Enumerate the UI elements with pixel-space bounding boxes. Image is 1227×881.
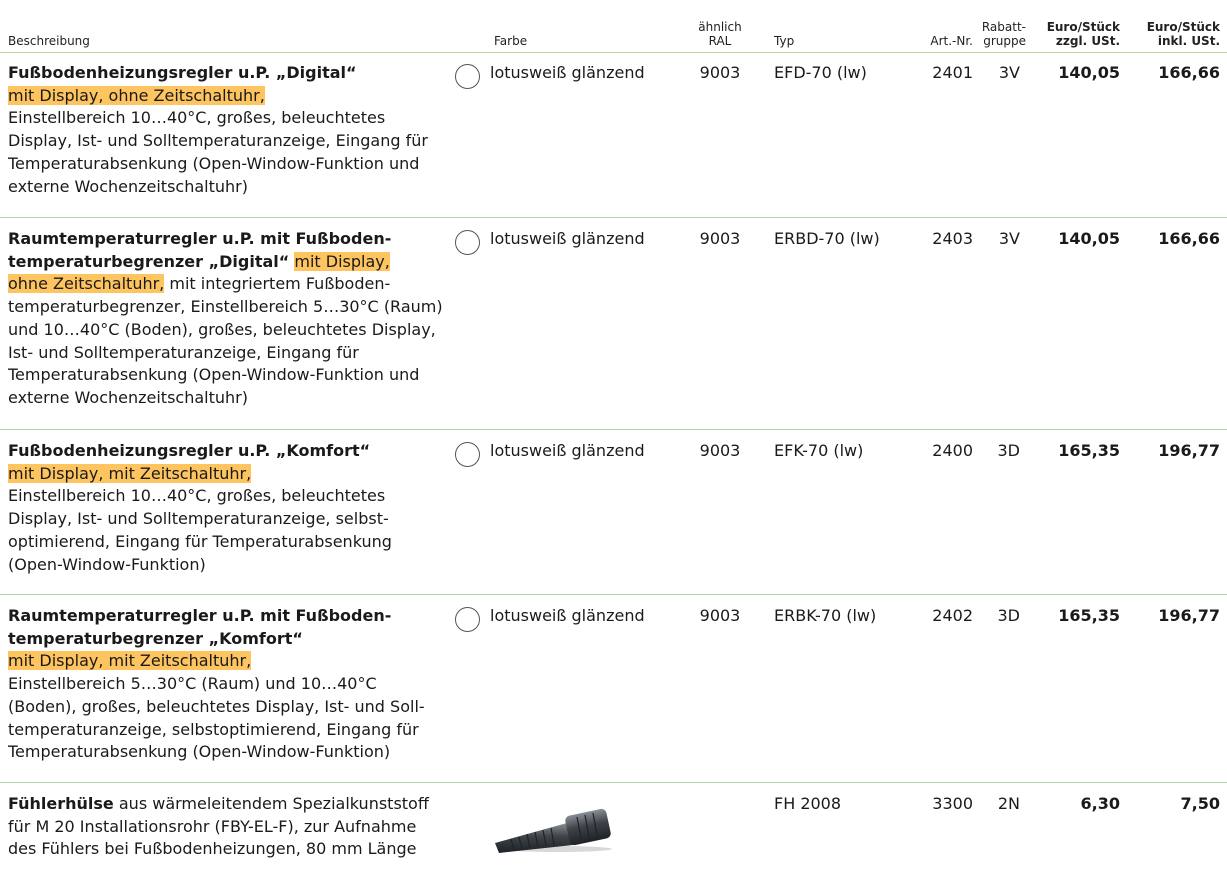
table-row <box>0 791 1227 879</box>
row-ral: 9003 <box>699 606 741 625</box>
table-row <box>0 226 1227 430</box>
row-title-line1: Raumtemperaturregler u.P. mit Fußboden- <box>8 229 392 248</box>
row-divider <box>0 782 1227 783</box>
color-swatch-icon <box>455 607 480 632</box>
row-description <box>8 228 448 410</box>
row-inkl: 166,66 <box>1158 229 1220 248</box>
row-farbe: lotusweiß glänzend <box>490 441 645 460</box>
row-divider <box>0 429 1227 430</box>
header-beschreibung: Beschreibung <box>8 34 90 48</box>
header-typ: Typ <box>774 34 795 48</box>
table-row <box>0 60 1227 218</box>
row-zzgl: 165,35 <box>1058 441 1120 460</box>
row-highlight-line2: ohne Zeitschaltuhr, <box>8 274 165 294</box>
table-header <box>0 0 1227 52</box>
header-zzgl-line1: Euro/Stück <box>1046 20 1120 34</box>
header-ral <box>690 20 750 48</box>
row-title-line2: temperaturbegrenzer „Digital“ <box>8 251 290 271</box>
header-inkl <box>1125 20 1220 48</box>
row-rabatt: 3V <box>998 229 1020 248</box>
row-description <box>8 440 448 576</box>
row-title: Fühlerhülse <box>8 794 114 813</box>
row-inkl: 196,77 <box>1158 441 1220 460</box>
row-text: Einstellbereich 10…40°C, großes, beleuchtetes Display, Ist- und Solltemperaturanzeige, Eingang für Temperaturabsenkung (Open-Window-Funktion und externe Wochenzeitschaltuhr) <box>8 108 428 196</box>
row-text: mit integriertem Fußboden-temperaturbegrenzer, Einstellbereich 5…30°C (Raum) und 10…40°C (Boden), großes, beleuchtetes Display, Ist- und Solltemperaturanzeige, Eingang für Temperaturabsenkung (Open-Window-Funktion und externe Wochenzeitschaltuhr) <box>8 274 443 407</box>
row-divider <box>0 594 1227 595</box>
row-rabatt: 2N <box>997 794 1020 813</box>
row-divider <box>0 217 1227 218</box>
row-zzgl: 140,05 <box>1058 229 1120 248</box>
row-title: Fußbodenheizungsregler u.P. „Komfort“ <box>8 441 371 460</box>
row-text: Einstellbereich 10…40°C, großes, beleuchtetes Display, Ist- und Solltemperaturanzeige, selbst-optimierend, Eingang für Temperaturabsenkung (Open-Window-Funktion) <box>8 486 392 574</box>
row-zzgl: 6,30 <box>1080 794 1120 813</box>
table-row <box>0 603 1227 783</box>
row-typ: ERBD-70 (lw) <box>774 229 880 248</box>
row-text: aus wärmeleitendem Spezialkunststoff für M 20 Installationsrohr (FBY-EL-F), zur Aufnahme des Fühlers bei Fußbodenheizungen, 80 mm Länge <box>8 794 429 859</box>
row-zzgl: 165,35 <box>1058 606 1120 625</box>
row-typ: ERBK-70 (lw) <box>774 606 877 625</box>
row-text: Einstellbereich 5…30°C (Raum) und 10…40°C (Boden), großes, beleuchtetes Display, Ist- und Soll-temperaturanzeige, selbstoptimierend, Eingang für Temperaturabsenkung (Open-Window-Funktion) <box>8 674 425 762</box>
row-zzgl: 140,05 <box>1058 63 1120 82</box>
header-zzgl <box>1030 20 1120 48</box>
row-farbe: lotusweiß glänzend <box>490 229 645 248</box>
header-zzgl-line2: zzgl. USt. <box>1055 34 1120 48</box>
sensor-sleeve-image <box>489 805 619 861</box>
color-swatch-icon <box>455 230 480 255</box>
row-highlight: mit Display, mit Zeitschaltuhr, <box>8 651 252 671</box>
row-description <box>8 605 448 764</box>
row-farbe: lotusweiß glänzend <box>490 63 645 82</box>
row-artnr: 2400 <box>932 441 973 460</box>
header-divider <box>0 52 1227 53</box>
row-rabatt: 3D <box>997 441 1020 460</box>
row-title-line2: temperaturbegrenzer „Komfort“ <box>8 628 303 648</box>
row-rabatt: 3D <box>997 606 1020 625</box>
header-rabatt-line2: gruppe <box>983 34 1026 48</box>
row-artnr: 2402 <box>932 606 973 625</box>
row-inkl: 196,77 <box>1158 606 1220 625</box>
table-row <box>0 438 1227 595</box>
color-swatch-icon <box>455 442 480 467</box>
row-ral: 9003 <box>699 441 741 460</box>
row-artnr: 2403 <box>932 229 973 248</box>
header-inkl-line2: inkl. USt. <box>1157 34 1220 48</box>
header-rabatt-line1: Rabatt- <box>981 20 1026 34</box>
row-highlight: mit Display, ohne Zeitschaltuhr, <box>8 85 265 105</box>
row-artnr: 2401 <box>932 63 973 82</box>
header-farbe: Farbe <box>494 34 528 48</box>
row-title-line1: Raumtemperaturregler u.P. mit Fußboden- <box>8 606 392 625</box>
row-inkl: 7,50 <box>1180 794 1220 813</box>
row-highlight: mit Display, mit Zeitschaltuhr, <box>8 463 252 483</box>
header-inkl-line1: Euro/Stück <box>1146 20 1220 34</box>
header-ral-line2: RAL <box>708 34 732 48</box>
row-artnr: 3300 <box>932 794 973 813</box>
header-artnr: Art.-Nr. <box>930 34 973 48</box>
header-ral-line1: ähnlich <box>698 20 742 34</box>
row-title: Fußbodenheizungsregler u.P. „Digital“ <box>8 63 357 82</box>
row-ral: 9003 <box>699 63 741 82</box>
color-swatch-icon <box>455 64 480 89</box>
row-description <box>8 62 448 198</box>
row-rabatt: 3V <box>998 63 1020 82</box>
header-rabatt <box>970 20 1026 48</box>
row-ral: 9003 <box>699 229 741 248</box>
row-farbe: lotusweiß glänzend <box>490 606 645 625</box>
row-typ: EFK-70 (lw) <box>774 441 864 460</box>
row-inkl: 166,66 <box>1158 63 1220 82</box>
row-description <box>8 793 448 861</box>
row-typ: EFD-70 (lw) <box>774 63 867 82</box>
row-typ: FH 2008 <box>774 794 842 813</box>
row-highlight-line1: mit Display, <box>294 251 390 271</box>
